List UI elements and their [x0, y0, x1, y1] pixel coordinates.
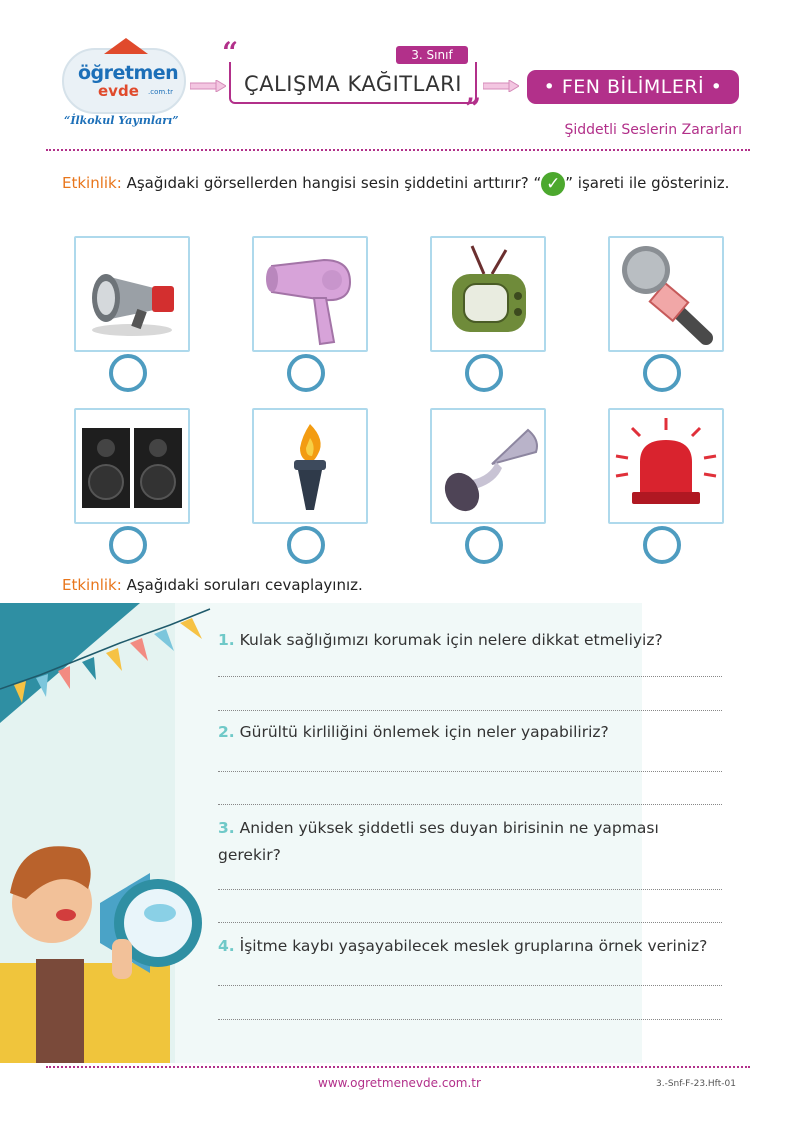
check-mark-icon: ✓ [541, 172, 565, 196]
activity1-text-before: Aşağıdaki görsellerden hangisi sesin şiddetini arttırır? “ [121, 174, 542, 192]
picture-card-torch [252, 408, 368, 524]
logo-roof [104, 38, 148, 54]
document-code: 3.-Snf-F-23.Hft-01 [656, 1079, 736, 1089]
logo-tagline: “İlkokul Yayınları” [64, 114, 179, 127]
question-text: Kulak sağlığımızı korumak için nelere dikkat etmeliyiz? [239, 631, 663, 649]
activity2-text: Aşağıdaki soruları cevaplayınız. [121, 576, 363, 594]
picture-card-hair-dryer [252, 236, 368, 352]
logo-line1: öğretmen [78, 62, 179, 84]
activity2-instruction [62, 572, 742, 598]
siren-icon [610, 410, 722, 522]
answer-circle[interactable] [109, 526, 147, 564]
boy-with-megaphone-illustration [0, 603, 230, 1063]
footer-divider [46, 1066, 750, 1068]
subject-badge: • FEN BİLİMLERİ • [527, 70, 739, 104]
question-3 [218, 815, 688, 869]
question-text: Aniden yüksek şiddetli ses duyan birisinin ne yapması gerekir? [218, 819, 659, 864]
question-1 [218, 627, 728, 654]
answer-line[interactable] [218, 804, 722, 805]
grade-badge: 3. Sınıf [396, 46, 468, 64]
horn-icon [432, 410, 544, 522]
answer-circle[interactable] [287, 354, 325, 392]
activity-label: Etkinlik: [62, 174, 122, 192]
activity1-text-after: ” işareti ile gösteriniz. [565, 174, 730, 192]
answer-line[interactable] [218, 922, 722, 923]
logo [62, 38, 190, 128]
question-text: Gürültü kirliliğini önlemek için neler yapabiliriz? [239, 723, 609, 741]
answer-circle[interactable] [465, 526, 503, 564]
header-divider [46, 149, 750, 151]
answer-line[interactable] [218, 1019, 722, 1020]
torch-icon [254, 410, 366, 522]
logo-line2: evde [98, 82, 139, 100]
answer-line[interactable] [218, 985, 722, 986]
microphone-icon [610, 238, 722, 350]
answer-circle[interactable] [643, 526, 681, 564]
speakers-icon [76, 410, 188, 522]
picture-card-siren [608, 408, 724, 524]
title-box [229, 62, 477, 104]
question-number: 4. [218, 937, 235, 955]
picture-card-speakers [74, 408, 190, 524]
close-quote-icon: ” [465, 92, 482, 125]
answer-circle[interactable] [643, 354, 681, 392]
activity1-instruction [62, 170, 742, 196]
picture-card-horn [430, 408, 546, 524]
arrow-right-icon [483, 80, 519, 92]
logo-domain: .com.tr [148, 88, 174, 96]
question-number: 1. [218, 631, 235, 649]
answer-line[interactable] [218, 710, 722, 711]
megaphone-icon [76, 238, 188, 350]
question-2 [218, 719, 728, 746]
question-text: İşitme kaybı yaşayabilecek meslek gruplarına örnek veriniz? [239, 937, 708, 955]
picture-card-microphone [608, 236, 724, 352]
topic-title: Şiddetli Seslerin Zararları [564, 122, 742, 138]
question-number: 3. [218, 819, 235, 837]
answer-line[interactable] [218, 676, 722, 677]
hair-dryer-icon [254, 238, 366, 350]
open-quote-icon: “ [222, 36, 239, 69]
question-4 [218, 933, 738, 960]
question-number: 2. [218, 723, 235, 741]
answer-circle[interactable] [465, 354, 503, 392]
footer-url[interactable]: www.ogretmenevde.com.tr [318, 1076, 481, 1090]
activity-label: Etkinlik: [62, 576, 122, 594]
answer-line[interactable] [218, 889, 722, 890]
arrow-right-icon [190, 80, 226, 92]
page-title: ÇALIŞMA KAĞITLARI [244, 72, 462, 96]
answer-circle[interactable] [287, 526, 325, 564]
old-television-icon [432, 238, 544, 350]
answer-line[interactable] [218, 771, 722, 772]
answer-circle[interactable] [109, 354, 147, 392]
picture-card-television [430, 236, 546, 352]
picture-card-megaphone [74, 236, 190, 352]
